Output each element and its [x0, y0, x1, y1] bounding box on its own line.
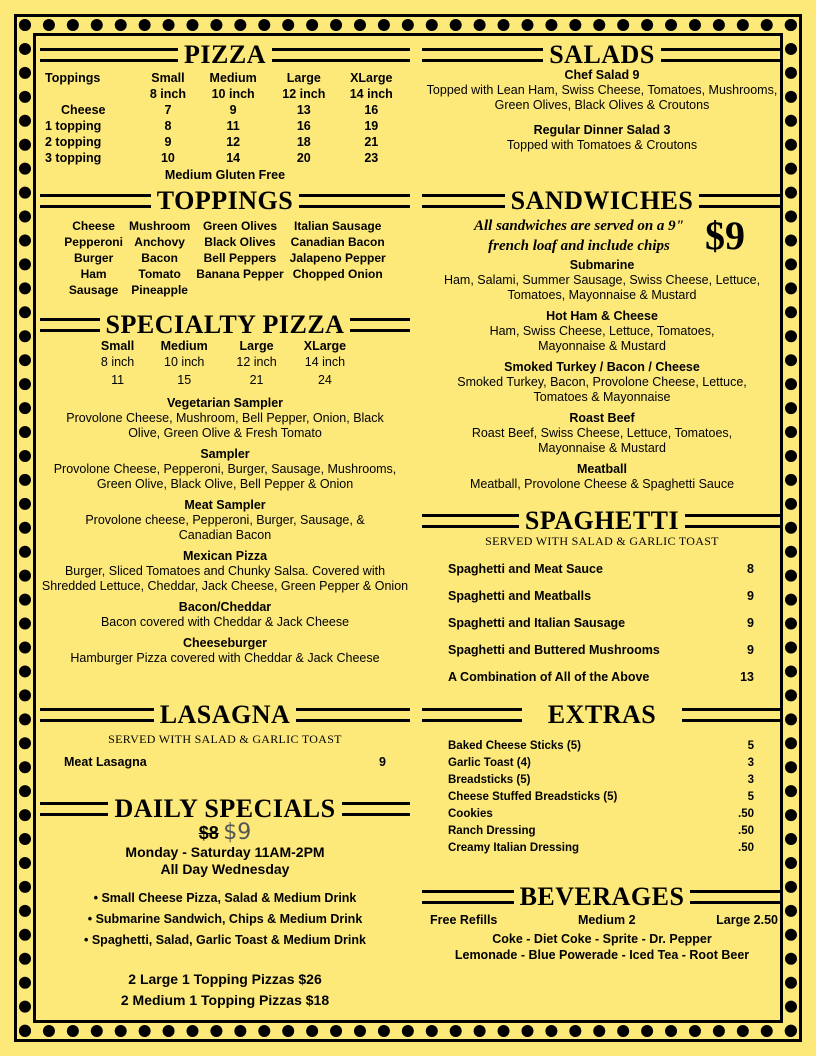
- item-name: Baked Cheese Sticks (5): [448, 740, 581, 752]
- section-title: PIZZA: [184, 40, 266, 69]
- sandwiches-section: [422, 188, 782, 492]
- header-rule: [422, 708, 522, 722]
- price-cell: 21: [249, 373, 264, 387]
- item-name: Hot Ham & Cheese: [546, 309, 658, 323]
- list-item: [448, 609, 754, 636]
- cell: Bell Peppers: [203, 251, 277, 265]
- pizza-header: [40, 42, 410, 68]
- list-item: [448, 806, 754, 823]
- specialty-header: [40, 312, 410, 338]
- spaghetti-list: [422, 555, 782, 690]
- item-name: Meatball: [576, 462, 627, 476]
- item-name: Ranch Dressing: [448, 825, 536, 837]
- specialty-pizza-section: [40, 312, 410, 666]
- cell: Canadian Bacon: [290, 235, 385, 249]
- list-item: [448, 555, 754, 582]
- item-name: Cookies: [448, 808, 493, 820]
- header-rule: [296, 708, 410, 722]
- cell: Chopped Onion: [292, 267, 383, 281]
- size-cell: [45, 86, 140, 102]
- cell: 20: [296, 151, 311, 165]
- size-cell: 14 inch: [304, 355, 346, 369]
- header-rule: [422, 194, 505, 208]
- col-header: Toppings: [45, 71, 101, 85]
- specialty-header-row: [90, 338, 360, 354]
- cell: 7: [164, 103, 172, 117]
- cell: 12: [226, 135, 241, 149]
- beverages-section: [422, 884, 782, 963]
- free-refills: Free Refills: [430, 913, 498, 927]
- item-price: 8: [747, 561, 754, 576]
- list-item: • Spaghetti, Salad, Garlic Toast & Medium Drink: [84, 933, 366, 947]
- col-header: XLarge: [303, 339, 347, 353]
- header-rule: [272, 48, 410, 62]
- size-cell: 10 inch: [211, 87, 255, 101]
- specialty-size-row: [90, 354, 360, 370]
- list-item: [448, 755, 754, 772]
- item-name: Mexican Pizza: [182, 549, 268, 563]
- size-cell: 10 inch: [164, 355, 205, 369]
- item-price: 9: [379, 755, 386, 769]
- pizza-header-row: [45, 70, 405, 86]
- daily-deals: [40, 969, 410, 1011]
- cell: Bacon: [141, 251, 178, 265]
- lasagna-subtitle: SERVED WITH SALAD & GARLIC TOAST: [108, 732, 342, 746]
- item-name: Vegetarian Sampler: [166, 396, 284, 410]
- salads-header: [422, 42, 782, 68]
- cell: 13: [296, 103, 311, 117]
- extras-section: [422, 702, 782, 857]
- item-price: .50: [738, 825, 754, 837]
- beverage-line: Lemonade - Blue Powerade - Iced Tea - Root Beer: [454, 948, 750, 962]
- header-rule: [342, 802, 410, 816]
- item-price: 3: [747, 757, 754, 769]
- daily-specials-section: [40, 796, 410, 1011]
- daily-days: Monday - Saturday 11AM-2PM: [125, 844, 325, 860]
- table-row: [61, 234, 388, 250]
- sandwich-item: [422, 309, 782, 354]
- size-cell: 8 inch: [149, 87, 186, 101]
- item-name: Meat Sampler: [184, 498, 266, 512]
- beverages-header: [422, 884, 782, 910]
- list-item: [448, 789, 754, 806]
- daily-list: [40, 888, 410, 951]
- sandwich-item: [422, 462, 782, 492]
- item-price: 3: [747, 774, 754, 786]
- cell: 10: [160, 151, 175, 165]
- item-name: A Combination of All of the Above: [448, 669, 650, 684]
- table-row: [61, 282, 388, 298]
- item-desc: Hamburger Pizza covered with Cheddar & Jack Cheese: [70, 651, 380, 665]
- daily-price: [40, 822, 410, 844]
- specialty-item: [40, 549, 410, 594]
- item-name: Garlic Toast (4): [448, 757, 531, 769]
- table-row: [45, 118, 405, 134]
- extras-list: [422, 738, 782, 857]
- col-header: Large: [239, 339, 274, 353]
- item-name: Roast Beef: [569, 411, 635, 425]
- cell: 14: [226, 151, 241, 165]
- cell: 2 topping: [45, 135, 102, 149]
- item-price: 13: [740, 669, 754, 684]
- item-desc: Topped with Lean Ham, Swiss Cheese, Tomatoes, Mushrooms, Green Olives, Black Olives & Croutons: [426, 83, 778, 112]
- specialty-item: [40, 498, 410, 543]
- list-item: [448, 840, 754, 857]
- cell: Italian Sausage: [294, 219, 382, 233]
- cell: Pepperoni: [64, 235, 123, 249]
- specialty-price-row: [90, 370, 360, 390]
- item-name: Submarine: [569, 258, 635, 272]
- item-desc: Roast Beef, Swiss Cheese, Lettuce, Tomatoes, Mayonnaise & Mustard: [471, 426, 733, 455]
- cell: Ham: [80, 267, 107, 281]
- section-title: SANDWICHES: [510, 186, 694, 215]
- cell: 21: [364, 135, 379, 149]
- specialty-price-table: [90, 338, 360, 390]
- cell: 3 topping: [45, 151, 102, 165]
- col-header: XLarge: [350, 71, 393, 85]
- cell: [287, 282, 389, 298]
- header-rule: [350, 318, 410, 332]
- item-name: Spaghetti and Buttered Mushrooms: [448, 642, 660, 657]
- cell: Mushroom: [128, 219, 191, 233]
- specialty-item: [40, 600, 410, 630]
- cell: 19: [364, 119, 379, 133]
- list-item: [448, 663, 754, 690]
- beverage-line: Coke - Diet Coke - Sprite - Dr. Pepper: [492, 932, 712, 946]
- cell: 18: [296, 135, 311, 149]
- salads-section: [422, 42, 782, 153]
- item-desc: Ham, Swiss Cheese, Lettuce, Tomatoes, Mayonnaise & Mustard: [489, 324, 715, 353]
- cell: 23: [364, 151, 379, 165]
- cell: 9: [229, 103, 237, 117]
- header-rule: [40, 802, 108, 816]
- large-price: Large 2.50: [716, 913, 778, 927]
- item-name: Meat Lasagna: [64, 755, 147, 769]
- cell: Banana Pepper: [196, 267, 284, 281]
- beverage-prices: [422, 913, 782, 927]
- daily-header: [40, 796, 410, 822]
- cell: Cheese: [61, 103, 106, 117]
- item-price: 5: [747, 791, 754, 803]
- item-name: Creamy Italian Dressing: [448, 842, 580, 854]
- item-desc: Provolone cheese, Pepperoni, Burger, Sausage, & Canadian Bacon: [85, 513, 365, 542]
- lasagna-item: [40, 755, 410, 769]
- header-rule: [422, 48, 543, 62]
- section-title: BEVERAGES: [519, 882, 685, 911]
- section-title: DAILY SPECIALS: [114, 794, 336, 823]
- header-rule: [661, 48, 782, 62]
- item-price: 5: [747, 740, 754, 752]
- cell: Sausage: [68, 283, 119, 297]
- section-title: TOPPINGS: [156, 186, 294, 215]
- extras-header: [422, 702, 782, 728]
- item-desc: Meatball, Provolone Cheese & Spaghetti Sauce: [469, 477, 735, 491]
- specialty-item: [40, 447, 410, 492]
- list-item: • Small Cheese Pizza, Salad & Medium Drink: [93, 891, 357, 905]
- col-header: Large: [286, 71, 321, 85]
- item-desc: Provolone Cheese, Mushroom, Bell Pepper, Onion, Black Olive, Green Olive & Fresh Tomato: [66, 411, 384, 440]
- intro-text: All sandwiches are served on a 9" french loaf and include chips: [474, 218, 684, 254]
- gluten-free-note: Medium Gluten Free: [164, 168, 286, 182]
- col-header: Medium: [160, 339, 208, 353]
- price-cell: 24: [317, 373, 332, 387]
- cell: Cheese: [72, 219, 115, 233]
- handwritten-price: $9: [223, 820, 252, 845]
- cell: Burger: [73, 251, 114, 265]
- size-cell: 12 inch: [282, 87, 326, 101]
- col-header: Small: [151, 71, 185, 85]
- toppings-header: [40, 188, 410, 214]
- toppings-table: [61, 218, 388, 298]
- table-row: [61, 218, 388, 234]
- cell: [193, 282, 286, 298]
- item-desc: Bacon covered with Cheddar & Jack Cheese: [100, 615, 350, 629]
- sandwich-item: [422, 411, 782, 456]
- item-desc: Smoked Turkey, Bacon, Provolone Cheese, Lettuce, Tomatoes & Mayonnaise: [457, 375, 747, 404]
- cell: 1 topping: [45, 119, 102, 133]
- spaghetti-section: [422, 508, 782, 690]
- item-price: 9: [747, 642, 754, 657]
- cell: Black Olives: [204, 235, 276, 249]
- item-name: Cheeseburger: [182, 636, 268, 650]
- size-cell: 8 inch: [100, 355, 135, 369]
- table-row: [45, 150, 405, 166]
- item-desc: Ham, Salami, Summer Sausage, Swiss Cheese, Lettuce, Tomatoes, Mayonnaise & Mustard: [443, 273, 761, 302]
- header-rule: [40, 48, 178, 62]
- table-row: [61, 266, 388, 282]
- item-name: Regular Dinner Salad 3: [533, 123, 671, 137]
- sandwich-item: [422, 258, 782, 303]
- section-title: SPAGHETTI: [524, 506, 680, 535]
- size-cell: 12 inch: [236, 355, 277, 369]
- item-desc: Topped with Tomatoes & Croutons: [506, 138, 698, 152]
- item-name: Spaghetti and Italian Sausage: [448, 615, 626, 630]
- list-item: • Submarine Sandwich, Chips & Medium Drink: [87, 912, 363, 926]
- item-name: Sampler: [200, 447, 250, 461]
- toppings-section: [40, 188, 410, 298]
- item-desc: Burger, Sliced Tomatoes and Chunky Salsa. Covered with Shredded Lettuce, Cheddar, Jack Cheese, Green Pepper & Onion: [41, 564, 409, 593]
- table-row: [45, 102, 405, 118]
- pizza-section: [40, 42, 410, 183]
- salad-item: [422, 123, 782, 153]
- pizza-table: [45, 70, 405, 166]
- cell: 9: [164, 135, 172, 149]
- cell: Jalapeno Pepper: [289, 251, 386, 265]
- header-rule: [299, 194, 410, 208]
- header-rule: [40, 318, 100, 332]
- cell: Green Olives: [202, 219, 277, 233]
- header-rule: [40, 708, 154, 722]
- header-rule: [699, 194, 782, 208]
- list-item: [448, 738, 754, 755]
- cell: 11: [226, 119, 240, 133]
- lasagna-section: [40, 702, 410, 769]
- list-item: [448, 636, 754, 663]
- section-title: EXTRAS: [547, 700, 657, 729]
- price-cell: 11: [111, 373, 125, 387]
- pizza-size-row: [45, 86, 405, 102]
- item-desc: Provolone Cheese, Pepperoni, Burger, Sausage, Mushrooms, Green Olive, Black Olive, Bell Pepper & Onion: [53, 462, 397, 491]
- cell: Tomato: [138, 267, 181, 281]
- daily-wed: All Day Wednesday: [160, 861, 290, 877]
- item-name: Spaghetti and Meat Sauce: [448, 561, 603, 576]
- deal: 2 Medium 1 Topping Pizzas $18: [120, 992, 330, 1008]
- table-row: [61, 250, 388, 266]
- header-rule: [685, 514, 782, 528]
- price-cell: 15: [177, 373, 192, 387]
- spaghetti-subtitle: SERVED WITH SALAD & GARLIC TOAST: [485, 534, 719, 548]
- item-price: .50: [738, 842, 754, 854]
- specialty-item: [40, 396, 410, 441]
- section-title: SPECIALTY PIZZA: [105, 310, 345, 339]
- header-rule: [422, 890, 514, 904]
- item-price: 9: [747, 588, 754, 603]
- lasagna-header: [40, 702, 410, 728]
- item-name: Cheese Stuffed Breadsticks (5): [448, 791, 618, 803]
- item-name: Smoked Turkey / Bacon / Cheese: [504, 360, 700, 374]
- section-title: LASAGNA: [159, 700, 291, 729]
- sandwiches-header: [422, 188, 782, 214]
- deal: 2 Large 1 Topping Pizzas $26: [128, 971, 322, 987]
- cell: 16: [364, 103, 379, 117]
- header-rule: [422, 514, 519, 528]
- size-cell: 14 inch: [349, 87, 393, 101]
- sandwich-item: [422, 360, 782, 405]
- list-item: [448, 823, 754, 840]
- list-item: [448, 772, 754, 789]
- item-name: Spaghetti and Meatballs: [448, 588, 592, 603]
- section-title: SALADS: [549, 40, 655, 69]
- salad-item: [422, 68, 782, 113]
- medium-price: Medium 2: [577, 913, 636, 927]
- item-name: Breadsticks (5): [448, 774, 531, 786]
- cell: 8: [164, 119, 172, 133]
- sandwich-price: $9: [705, 213, 745, 258]
- table-row: [45, 134, 405, 150]
- cell: Pineapple: [131, 283, 188, 297]
- spaghetti-header: [422, 508, 782, 534]
- item-price: .50: [738, 808, 754, 820]
- col-header: Small: [100, 339, 135, 353]
- header-rule: [682, 708, 782, 722]
- list-item: [448, 582, 754, 609]
- specialty-item: [40, 636, 410, 666]
- sandwich-intro: [422, 213, 782, 258]
- cell: 16: [296, 119, 311, 133]
- header-rule: [690, 890, 782, 904]
- item-price: 9: [747, 615, 754, 630]
- col-header: Medium: [209, 71, 257, 85]
- item-name: Bacon/Cheddar: [178, 600, 272, 614]
- item-name: Chef Salad 9: [564, 68, 640, 82]
- cell: Anchovy: [134, 235, 185, 249]
- header-rule: [40, 194, 151, 208]
- old-price: $8: [198, 823, 219, 843]
